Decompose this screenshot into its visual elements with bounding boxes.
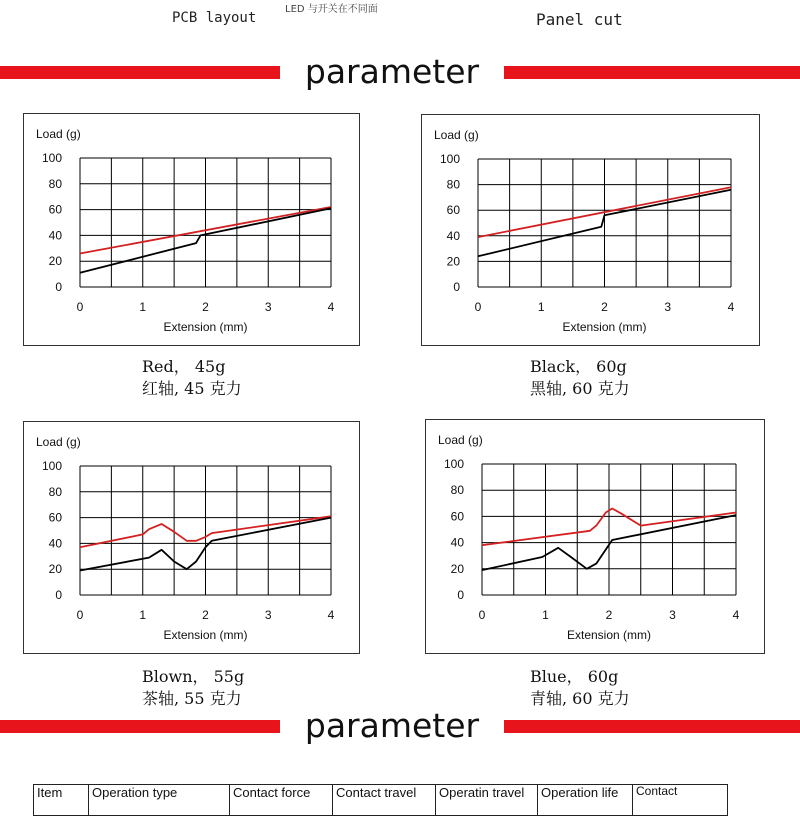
x-axis-label: Extension (mm) bbox=[163, 320, 248, 334]
banner-bar-left bbox=[0, 66, 280, 79]
y-tick-label: 0 bbox=[457, 588, 464, 602]
table-header-cell: Operation life bbox=[538, 785, 633, 816]
banner-bar-right bbox=[504, 720, 800, 733]
y-tick-label: 20 bbox=[48, 254, 62, 269]
x-tick-label: 4 bbox=[327, 300, 335, 314]
x-tick-label: 0 bbox=[474, 300, 482, 314]
table-header-cell: Contact force bbox=[230, 785, 333, 816]
x-tick-label: 2 bbox=[202, 300, 209, 314]
table-header-cell: Operatin travel bbox=[436, 785, 538, 816]
y-tick-label: 40 bbox=[446, 228, 460, 243]
x-tick-label: 2 bbox=[202, 608, 209, 622]
x-tick-label: 4 bbox=[327, 608, 335, 622]
y-tick-label: 100 bbox=[443, 457, 464, 471]
caption-line-en: Blown， 55g bbox=[142, 667, 245, 686]
y-axis-label: Load (g) bbox=[36, 435, 81, 449]
y-tick-label: 40 bbox=[48, 536, 62, 551]
caption-line-cn: 红轴, 45 克力 bbox=[142, 379, 242, 398]
caption-line-en: Black， 60g bbox=[530, 357, 627, 376]
led-note: LED 与开关在不同面 bbox=[285, 4, 378, 15]
x-tick-label: 3 bbox=[264, 608, 272, 622]
x-tick-label: 4 bbox=[732, 608, 740, 622]
force-curve-chart bbox=[24, 422, 359, 653]
y-tick-label: 60 bbox=[48, 510, 62, 525]
banner-title: parameter bbox=[304, 52, 480, 91]
caption-red bbox=[142, 356, 242, 400]
y-tick-label: 60 bbox=[446, 203, 460, 218]
force-curve-chart bbox=[422, 115, 759, 345]
x-tick-label: 1 bbox=[139, 608, 147, 622]
chart-blue-switch bbox=[425, 419, 765, 654]
x-tick-label: 4 bbox=[727, 300, 735, 314]
caption-line-en: Blue， 60g bbox=[530, 667, 619, 686]
y-tick-label: 80 bbox=[48, 484, 62, 499]
parameter-banner-1 bbox=[0, 50, 800, 94]
y-tick-label: 80 bbox=[48, 176, 62, 191]
x-tick-label: 0 bbox=[478, 608, 486, 622]
y-tick-label: 100 bbox=[41, 459, 62, 473]
chart-brown-switch bbox=[23, 421, 360, 654]
force-curve-chart bbox=[24, 114, 359, 345]
spec-table-header-row bbox=[34, 785, 728, 816]
y-axis-label: Load (g) bbox=[438, 433, 483, 447]
table-header-cell: Operation type bbox=[89, 785, 230, 816]
caption-line-cn: 青轴, 60 克力 bbox=[530, 689, 630, 708]
y-tick-label: 60 bbox=[48, 202, 62, 217]
pcb-layout-caption: PCB layout bbox=[172, 10, 257, 26]
y-tick-label: 20 bbox=[450, 561, 464, 576]
force-curve-chart bbox=[426, 420, 764, 653]
parameter-banner-2 bbox=[0, 704, 800, 748]
caption-line-cn: 黑轴, 60 克力 bbox=[530, 379, 630, 398]
table-header-cell: Item bbox=[34, 785, 89, 816]
x-tick-label: 3 bbox=[664, 300, 672, 314]
chart-black-switch bbox=[421, 114, 760, 346]
x-tick-label: 2 bbox=[601, 300, 608, 314]
y-tick-label: 20 bbox=[48, 562, 62, 577]
banner-bar-right bbox=[504, 66, 800, 79]
table-header-cell: Contact travel bbox=[333, 785, 436, 816]
y-axis-label: Load (g) bbox=[36, 127, 81, 141]
x-tick-label: 0 bbox=[76, 608, 84, 622]
chart-red-switch bbox=[23, 113, 360, 346]
y-tick-label: 20 bbox=[446, 254, 460, 269]
y-tick-label: 60 bbox=[450, 509, 464, 524]
x-axis-label: Extension (mm) bbox=[163, 628, 248, 642]
y-tick-label: 80 bbox=[450, 483, 464, 498]
x-tick-label: 3 bbox=[669, 608, 676, 622]
caption-line-cn: 茶轴, 55 克力 bbox=[142, 689, 242, 708]
x-tick-label: 0 bbox=[76, 300, 84, 314]
x-tick-label: 1 bbox=[542, 608, 549, 622]
banner-title: parameter bbox=[304, 706, 480, 745]
y-tick-label: 80 bbox=[446, 177, 460, 192]
y-tick-label: 0 bbox=[453, 280, 460, 294]
x-tick-label: 2 bbox=[605, 608, 613, 622]
y-axis-label: Load (g) bbox=[434, 128, 479, 142]
y-tick-label: 0 bbox=[55, 588, 62, 602]
caption-line-en: Red， 45g bbox=[142, 357, 226, 376]
y-tick-label: 40 bbox=[450, 535, 464, 550]
banner-bar-left bbox=[0, 720, 280, 733]
x-tick-label: 1 bbox=[139, 300, 147, 314]
caption-black bbox=[530, 356, 630, 400]
x-axis-label: Extension (mm) bbox=[562, 320, 647, 334]
y-tick-label: 40 bbox=[48, 228, 62, 243]
panel-cut-caption: Panel cut bbox=[536, 10, 623, 29]
table-header-cell: Contact bbox=[633, 785, 728, 816]
y-tick-label: 0 bbox=[55, 280, 62, 294]
x-tick-label: 3 bbox=[264, 300, 272, 314]
spec-table bbox=[33, 784, 728, 816]
x-axis-label: Extension (mm) bbox=[566, 628, 652, 642]
y-tick-label: 100 bbox=[439, 152, 460, 166]
y-tick-label: 100 bbox=[41, 151, 62, 165]
x-tick-label: 1 bbox=[537, 300, 545, 314]
